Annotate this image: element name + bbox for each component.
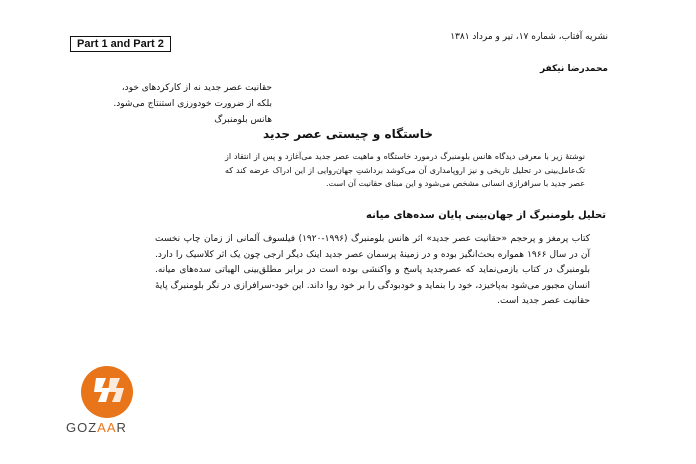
logo-word-start: GOZ (66, 420, 98, 435)
article-title: خاستگاه و چیستی عصر جدید (263, 127, 433, 141)
gozaar-logo-text (66, 420, 127, 435)
intro-paragraph: نوشتهٔ زیر با معرفی دیدگاه هانس بلومنبرگ درمورد خاستگاه و ماهیت عصر جدید می‌آغازد و پس از انتقاد از تک‌عامل‌بینی در تحلیل تاریخی و نیز اروپامداری آن می‌کوشد برداشتِ جهان‌روایی از این ادراک عرضه کند که عصر جدید با سرافرازی انسانی مشخص می‌شود و این مبنای حقانیت آن است. (225, 152, 585, 188)
epigraph (82, 80, 272, 128)
author-name: محمدرضا نیکفر (539, 64, 608, 74)
epigraph-line: بلکه از ضرورت خودورزی استنتاج می‌شود. (113, 99, 272, 109)
publication-info: نشریه آفتاب، شماره ۱۷، تیر و مرداد ۱۳۸۱ (450, 32, 608, 42)
section-heading: تحلیل بلومنبرگ از جهان‌بینی پایان سده‌های میانه (366, 210, 606, 221)
epigraph-attribution: هانس بلومنبرگ (214, 115, 272, 125)
part-tag: Part 1 and Part 2 (70, 36, 171, 52)
logo-word-accent: AA (97, 420, 117, 435)
logo-word-end: R (116, 420, 127, 435)
epigraph-line: حقانیت عصر جدید نه از کارکردهای خود، (121, 83, 272, 93)
body-paragraph: کتاب پرمغز و پرحجم «حقانیت عصر جدید» اثر هانس بلومنبرگ (۱۹۹۶-۱۹۲۰) فیلسوف آلمانی از زمان چاپ نخست آن در سال ۱۹۶۶ همواره بحث‌انگیز بوده و در زمینهٔ پرسمان عصر جدید اینک دیگر ارجی چون یک اثر کلاسیک را دارد. بلومنبرگ در کتاب بازمی‌نماید که عصرجدید پاسخ و واکنشی بوده است در برابر مطلق‌بینی الهیاتی سده‌های میانه. انسان مجبور می‌شود به‌پاخیزد، خود را بنماید و خودبودگی را بر خود روا داند. این خود-سرافرازی در نگر بلومنبرگ پایهٔ حقانیت عصر جدید است. (155, 234, 591, 306)
